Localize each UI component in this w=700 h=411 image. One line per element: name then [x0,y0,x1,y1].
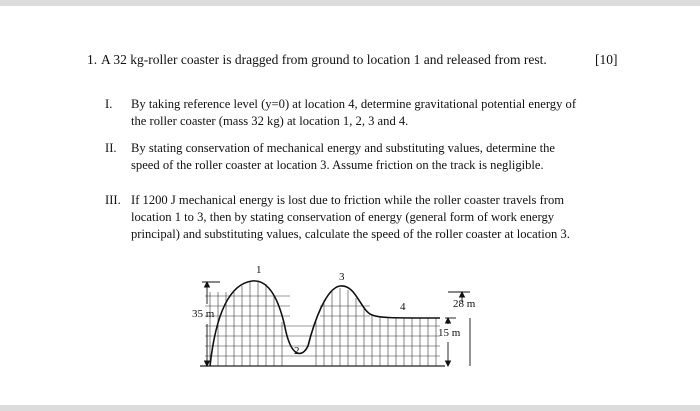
question-number: 1. [87,52,98,67]
top-border [0,0,700,6]
part-line: By stating conservation of mechanical energy and substituting values, determine the [131,141,555,155]
part-numeral: III. [105,193,121,207]
part-line: principal) and substituting values, calculate the speed of the roller coaster at location 3. [131,227,570,241]
question-marks: [10] [595,52,618,67]
location-label-2: 2 [294,345,300,357]
part-line: the roller coaster (mass 32 kg) at location 1, 2, 3 and 4. [131,114,409,128]
question-text: A 32 kg-roller coaster is dragged from ground to location 1 and released from rest. [101,52,547,67]
roller-coaster-diagram [190,262,500,380]
part-line: speed of the roller coaster at location 3. Assume friction on the track is negligible. [131,158,544,172]
location-label-1: 1 [256,264,262,276]
part-text [131,192,611,243]
part-text [131,140,611,174]
height-35-label: 35 m [192,308,215,320]
part-numeral: II. [105,141,117,155]
part-numeral: I. [105,97,113,111]
part-text [131,96,611,130]
track-supports [205,282,440,366]
track-profile [210,281,440,366]
part-line: By taking reference level (y=0) at location 4, determine gravitational potential energy of [131,97,577,111]
part-line: If 1200 J mechanical energy is lost due to friction while the roller coaster travels from [131,193,565,207]
location-label-3: 3 [339,271,345,283]
height-15-label: 15 m [438,327,461,339]
dimension-15 [445,318,470,366]
part-line: location 1 to 3, then by stating conservation of energy (general form of work energy [131,210,555,224]
bottom-border [0,405,700,411]
location-label-4: 4 [400,301,406,313]
height-28-label: 28 m [453,298,476,310]
